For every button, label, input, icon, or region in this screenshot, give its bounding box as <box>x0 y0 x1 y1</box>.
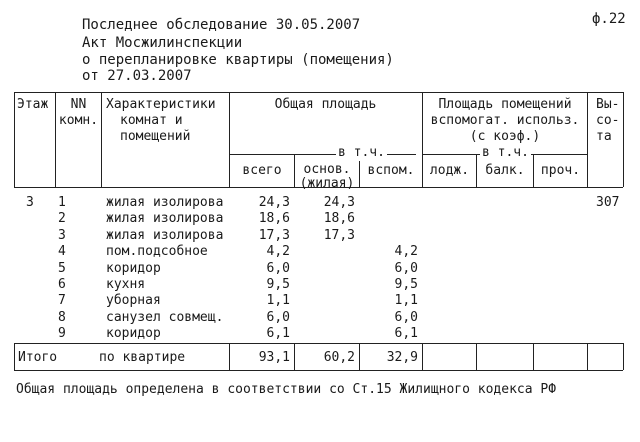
row-room-desc: уборная <box>106 293 161 309</box>
row-area-all: 17,3 <box>258 227 290 243</box>
row-room-no: 5 <box>58 260 66 276</box>
act-date-line: от 27.03.2007 <box>82 68 192 84</box>
row-room-desc: жилая изолирова <box>106 227 224 243</box>
header-total-area: Общая площадь <box>274 97 377 112</box>
act-subject-line: о перепланировке квартиры (помещения) <box>82 52 394 68</box>
act-title-line: Акт Мосжилинспекции <box>82 35 243 51</box>
row-area-main: 24,3 <box>323 195 355 210</box>
row-room-no: 9 <box>58 326 66 342</box>
row-area-aux: 6,1 <box>394 326 418 342</box>
header-loggia: лодж. <box>429 163 470 178</box>
inspection-date-line: Последнее обследование 30.05.2007 <box>82 17 361 33</box>
row-room-desc: жилая изолирова <box>106 211 224 227</box>
header-area-main: основ. (жилая) <box>299 162 355 191</box>
footer-note: Общая площадь определена в соответствии со Ст.15 Жилищного кодекса РФ <box>16 382 557 397</box>
form-label: ф.22 <box>592 11 626 27</box>
totals-label: Итого <box>18 350 58 365</box>
row-room-desc: коридор <box>106 260 161 276</box>
floor-value: 3 <box>26 195 34 210</box>
header-aux-area: Площадь помещений вспомогат. использ. (с коэф.) <box>430 97 580 144</box>
row-area-main: 17,3 <box>323 227 355 243</box>
row-room-no: 3 <box>58 227 66 243</box>
row-room-desc: коридор <box>106 326 161 342</box>
row-area-aux: 4,2 <box>394 244 418 260</box>
row-area-main: 18,6 <box>323 211 355 227</box>
row-room-no: 2 <box>58 211 66 227</box>
row-area-aux: 1,1 <box>394 293 418 309</box>
row-area-all: 24,3 <box>258 195 290 210</box>
totals-area-aux: 32,9 <box>386 350 418 365</box>
row-area-all: 6,0 <box>266 309 290 325</box>
row-area-aux: 6,0 <box>394 260 418 276</box>
row-area-all: 9,5 <box>266 277 290 292</box>
header-balcony: балк. <box>485 163 525 178</box>
row-room-desc: санузел совмещ. <box>106 309 224 325</box>
totals-area-all: 93,1 <box>258 350 290 365</box>
totals-area-main: 60,2 <box>323 350 355 365</box>
height-value: 307 <box>596 195 620 210</box>
row-room-desc: кухня <box>106 277 146 292</box>
row-area-all: 4,2 <box>266 244 290 260</box>
row-room-desc: жилая изолирова <box>106 195 224 210</box>
header-other: проч. <box>540 163 581 178</box>
header-area-aux: вспом. <box>367 163 415 178</box>
header-floor: Этаж <box>17 97 49 112</box>
row-room-no: 7 <box>58 293 66 309</box>
row-area-aux: 6,0 <box>394 309 418 325</box>
row-room-no: 4 <box>58 244 66 260</box>
row-room-no: 1 <box>58 195 66 210</box>
header-total-area-incl: в т.ч. <box>338 145 385 160</box>
header-area-all: всего <box>242 163 282 178</box>
row-room-no: 8 <box>58 309 66 325</box>
row-room-desc: пом.подсобное <box>106 244 208 260</box>
row-area-aux: 9,5 <box>394 277 418 292</box>
row-area-all: 6,0 <box>266 260 290 276</box>
row-area-all: 18,6 <box>258 211 290 227</box>
row-area-all: 6,1 <box>266 326 290 342</box>
header-aux-area-incl: в т.ч. <box>482 145 529 160</box>
header-room-description: Характеристики комнат и помещений <box>106 97 216 144</box>
totals-scope: по квартире <box>99 350 186 365</box>
header-height: Вы- со- та <box>596 97 620 144</box>
row-area-all: 1,1 <box>266 293 290 309</box>
header-room-no: NN комн. <box>58 97 99 128</box>
row-room-no: 6 <box>58 277 66 292</box>
